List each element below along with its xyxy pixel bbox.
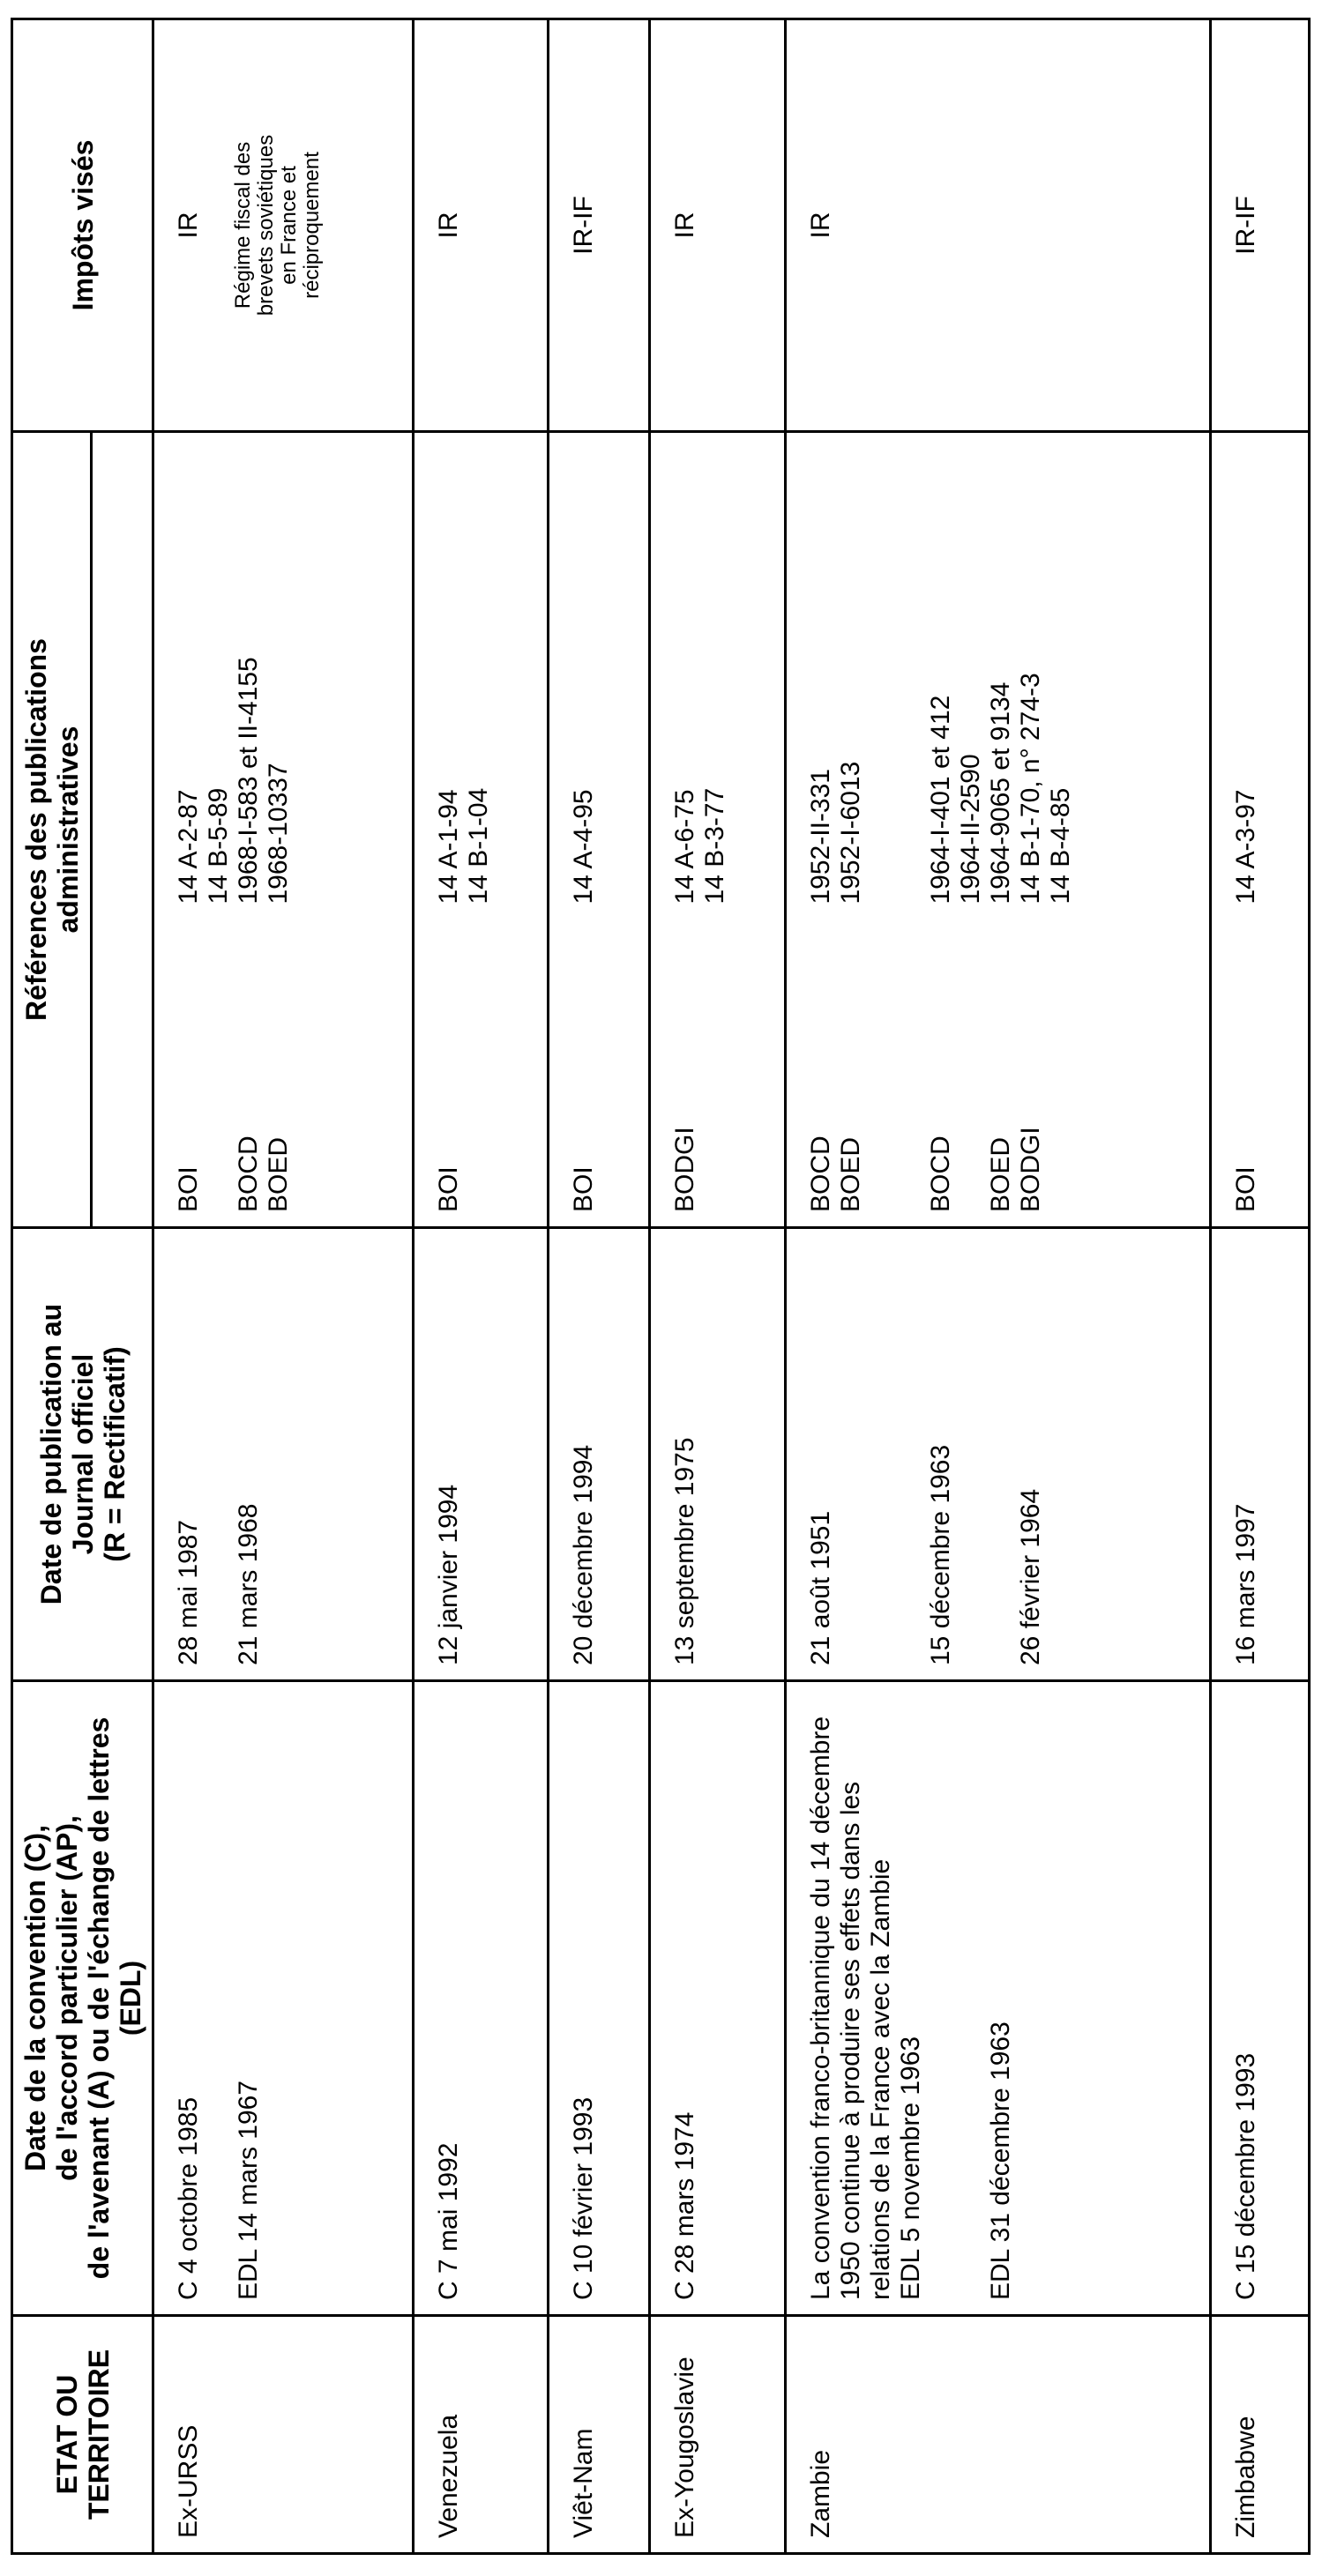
cell-publication: 13 septembre 1975 [650,1228,785,1681]
header-impots: Impôts visés [12,19,153,431]
tax-conventions-table [11,18,1311,2555]
cell-convention: C 28 mars 1974 [650,1681,785,2316]
cell-bulletin: BOI [413,919,548,1228]
cell-impots: IR-IF [548,19,650,431]
cell-publication: 16 mars 1997 [1210,1228,1310,1681]
header-etat: ETAT OU TERRITOIRE [12,2316,153,2554]
header-date-convention: Date de la convention (C), de l'accord particulier (AP), de l'avenant (A) ou de l'échange de lettres (EDL) [12,1681,153,2316]
cell-impots: IR-IF [1210,19,1310,431]
cell-impots: IR Régime fiscal des brevets soviétiques en France et réciproquement [153,19,414,431]
cell-publication: 12 janvier 1994 [413,1228,548,1681]
cell-convention: C 4 octobre 1985 EDL 14 mars 1967 [153,1681,414,2316]
cell-bulletin: BOI [548,919,650,1228]
cell-bulletin: BOCD BOED BOCD BOED BODGI [785,919,1210,1228]
cell-etat: Zimbabwe [1210,2316,1310,2554]
cell-etat: Venezuela [413,2316,548,2554]
cell-impots: IR [650,19,785,431]
cell-convention: C 10 février 1993 [548,1681,650,2316]
cell-etat: Zambie [785,2316,1210,2554]
cell-convention: C 7 mai 1992 [413,1681,548,2316]
cell-refs: 14 A-1-94 14 B-1-04 [413,431,548,918]
cell-refs: 14 A-3-97 [1210,431,1310,918]
cell-etat: Ex-URSS [153,2316,414,2554]
cell-impots: IR [785,19,1210,431]
header-references: Références des publications administratives [12,431,92,1227]
cell-publication: 20 décembre 1994 [548,1228,650,1681]
table-row [153,19,414,2553]
table-row [1210,19,1310,2553]
header-date-publication: Date de publication au Journal officiel (R = Rectificatif) [12,1228,153,1681]
cell-refs: 14 A-6-75 14 B-3-77 [650,431,785,918]
table-row [785,19,1210,2553]
cell-bulletin: BOI [1210,919,1310,1228]
cell-bulletin: BOI BOCD BOED [153,919,414,1228]
cell-etat: Ex-Yougoslavie [650,2316,785,2554]
table-row [650,19,785,2553]
cell-refs: 1952-II-331 1952-I-6013 1964-I-401 et 412 1964-II-2590 1964-9065 et 9134 14 B-1-70, n° 274-3 14 B-4-85 [785,431,1210,918]
cell-convention: C 15 décembre 1993 [1210,1681,1310,2316]
cell-refs: 14 A-4-95 [548,431,650,918]
cell-etat: Viêt-Nam [548,2316,650,2554]
cell-bulletin: BODGI [650,919,785,1228]
cell-publication: 28 mai 1987 21 mars 1968 [153,1228,414,1681]
table-row [548,19,650,2553]
cell-convention: La convention franco-britannique du 14 décembre 1950 continue à produire ses effets dans les relations de la France avec la Zambie EDL 5 novembre 1963 EDL 31 décembre 1963 [785,1681,1210,2316]
cell-publication: 21 août 1951 15 décembre 1963 26 février 1964 [785,1228,1210,1681]
table-row [413,19,548,2553]
cell-impots: IR [413,19,548,431]
cell-refs: 14 A-2-87 14 B-5-89 1968-I-583 et II-4155 1968-10337 [153,431,414,918]
